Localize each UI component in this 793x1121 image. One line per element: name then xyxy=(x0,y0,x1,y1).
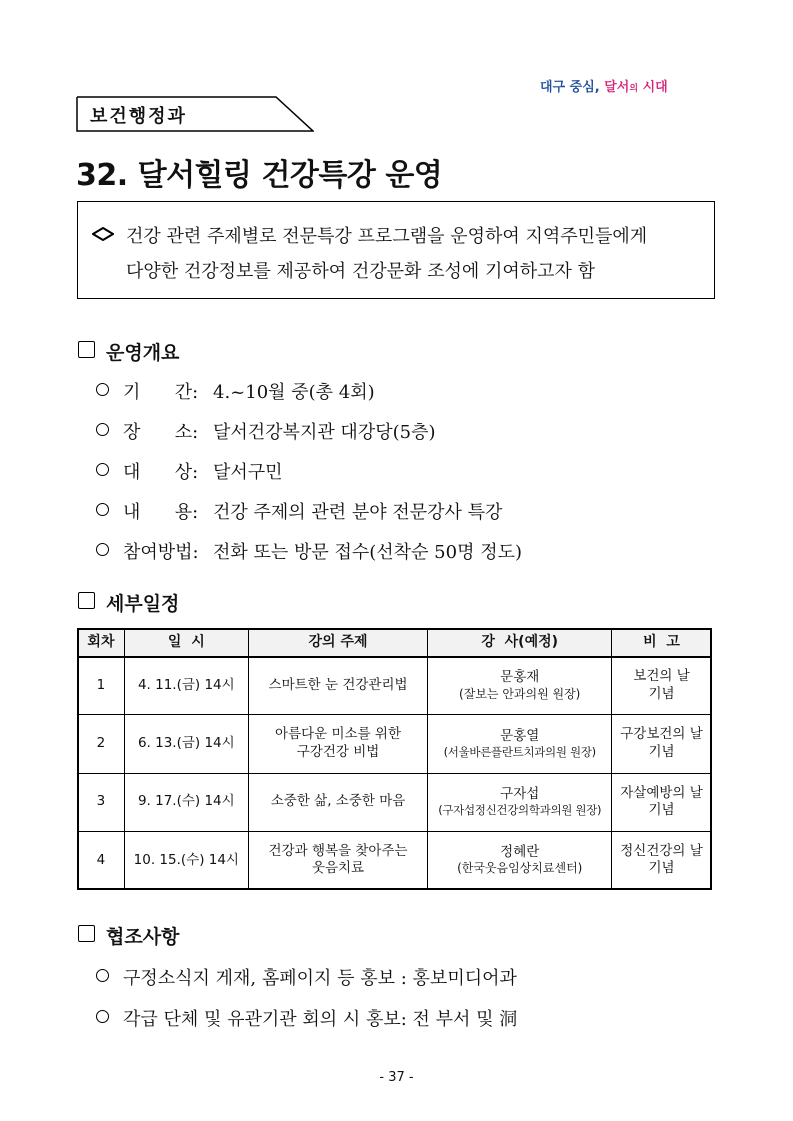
header-topic: 강의 주제 xyxy=(248,629,428,657)
table-row xyxy=(78,831,712,889)
section-cooperation-title: 협조사항 xyxy=(106,926,180,948)
table-header-row xyxy=(78,629,712,657)
overview-value: 달서구민 xyxy=(213,462,283,483)
slogan-part4: 시대 xyxy=(642,80,668,95)
cell-round: 2 xyxy=(78,715,125,773)
cell-topic xyxy=(248,715,428,773)
table-row xyxy=(78,715,712,773)
cooperation-text: 각급 단체 및 유관기관 회의 시 홍보: 전 부서 및 洞 xyxy=(123,1009,518,1030)
topic-line1: 스마트한 눈 건강관리법 xyxy=(268,677,408,694)
overview-value: 전화 또는 방문 접수(선착순 50명 정도) xyxy=(213,542,522,563)
cell-note xyxy=(612,657,712,715)
lecturer-name: 문홍열 xyxy=(500,727,540,744)
topic-line1: 소중한 삶, 소중한 마음 xyxy=(270,793,406,810)
overview-value: 달서건강복지관 대강당(5층) xyxy=(213,422,436,443)
slogan-part3: 의 xyxy=(629,84,639,94)
note-line1: 정신건강의 날 xyxy=(620,842,703,859)
note-line2: 기념 xyxy=(648,860,675,877)
cell-round: 1 xyxy=(78,657,125,715)
cell-date: 9. 17.(수) 14시 xyxy=(124,773,248,831)
section-overview-title: 운영개요 xyxy=(106,342,180,364)
cell-lecturer xyxy=(428,657,612,715)
cell-round: 3 xyxy=(78,773,125,831)
header-datetime: 일 시 xyxy=(124,629,248,657)
note-line1: 자살예방의 날 xyxy=(620,784,703,801)
lecturer-org: (한국웃음임상치료센터) xyxy=(457,861,583,876)
circle-bullet-icon xyxy=(96,383,109,396)
overview-label: 참여방법: xyxy=(123,542,199,563)
overview-label: 장 소: xyxy=(123,422,199,443)
cell-date: 6. 13.(금) 14시 xyxy=(124,715,248,773)
table-row xyxy=(78,773,712,831)
cell-topic xyxy=(248,773,428,831)
lecturer-org: (잘보는 안과의원 원장) xyxy=(459,686,581,701)
cell-date: 10. 15.(수) 14시 xyxy=(124,831,248,889)
note-line1: 구강보건의 날 xyxy=(620,726,703,743)
cell-topic xyxy=(248,657,428,715)
table-row xyxy=(78,657,712,715)
lecturer-name: 구자섭 xyxy=(500,785,540,802)
cell-topic xyxy=(248,831,428,889)
topic-line1: 아름다운 미소를 위한 xyxy=(275,726,401,743)
overview-label: 기 간: xyxy=(123,382,199,403)
cell-note xyxy=(612,831,712,889)
cell-note xyxy=(612,773,712,831)
cooperation-text: 구정소식지 게재, 홈페이지 등 홍보 : 홍보미디어과 xyxy=(123,968,517,989)
slogan-part1: 대구 중심, xyxy=(540,80,600,95)
summary-line2: 다양한 건강정보를 제공하여 건강문화 조성에 기여하고자 함 xyxy=(126,261,596,282)
topic-line2: 구강건강 비법 xyxy=(296,743,380,760)
summary-line1: 건강 관련 주제별로 전문특강 프로그램을 운영하여 지역주민들에게 xyxy=(126,226,648,247)
cell-round: 4 xyxy=(78,831,125,889)
note-line1: 보건의 날 xyxy=(633,668,690,685)
cell-lecturer xyxy=(428,773,612,831)
checkbox-square-icon xyxy=(78,925,95,942)
checkbox-square-icon xyxy=(78,341,95,358)
circle-bullet-icon xyxy=(96,969,109,982)
note-line2: 기념 xyxy=(648,685,675,702)
section-schedule-title: 세부일정 xyxy=(106,593,180,615)
schedule-table xyxy=(77,628,712,890)
overview-value: 4.~10월 중(총 4회) xyxy=(213,382,375,403)
lecturer-name: 정혜란 xyxy=(500,843,540,860)
slogan-part2: 달서 xyxy=(604,80,630,95)
circle-bullet-icon xyxy=(96,423,109,436)
diamond-icon xyxy=(92,227,114,241)
header-slogan xyxy=(540,76,740,96)
overview-label: 대 상: xyxy=(123,462,199,483)
circle-bullet-icon xyxy=(96,543,109,556)
checkbox-square-icon xyxy=(78,592,95,609)
header-note: 비 고 xyxy=(612,629,712,657)
overview-label: 내 용: xyxy=(123,502,199,523)
topic-line1: 건강과 행복을 찾아주는 xyxy=(268,842,408,859)
summary-box xyxy=(77,201,715,299)
cell-lecturer xyxy=(428,715,612,773)
header-lecturer: 강 사(예정) xyxy=(428,629,612,657)
department-tab xyxy=(76,96,314,132)
header-round: 회차 xyxy=(78,629,125,657)
topic-line2: 웃음치료 xyxy=(311,860,365,877)
overview-value: 건강 주제의 관련 분야 전문강사 특강 xyxy=(213,502,503,523)
cell-lecturer xyxy=(428,831,612,889)
department-label: 보건행정과 xyxy=(90,106,187,127)
page-number: - 37 - xyxy=(379,1070,414,1085)
circle-bullet-icon xyxy=(96,503,109,516)
note-line2: 기념 xyxy=(648,743,675,760)
lecturer-org: (구자섭정신건강의학과의원 원장) xyxy=(438,803,602,818)
lecturer-name: 문홍재 xyxy=(500,669,540,686)
page-title: 32. 달서힐링 건강특강 운영 xyxy=(76,158,443,193)
note-line2: 기념 xyxy=(648,802,675,819)
cell-date: 4. 11.(금) 14시 xyxy=(124,657,248,715)
lecturer-org: (서울바른플란트치과의원 원장) xyxy=(443,745,596,760)
circle-bullet-icon xyxy=(96,463,109,476)
cell-note xyxy=(612,715,712,773)
circle-bullet-icon xyxy=(96,1010,109,1023)
